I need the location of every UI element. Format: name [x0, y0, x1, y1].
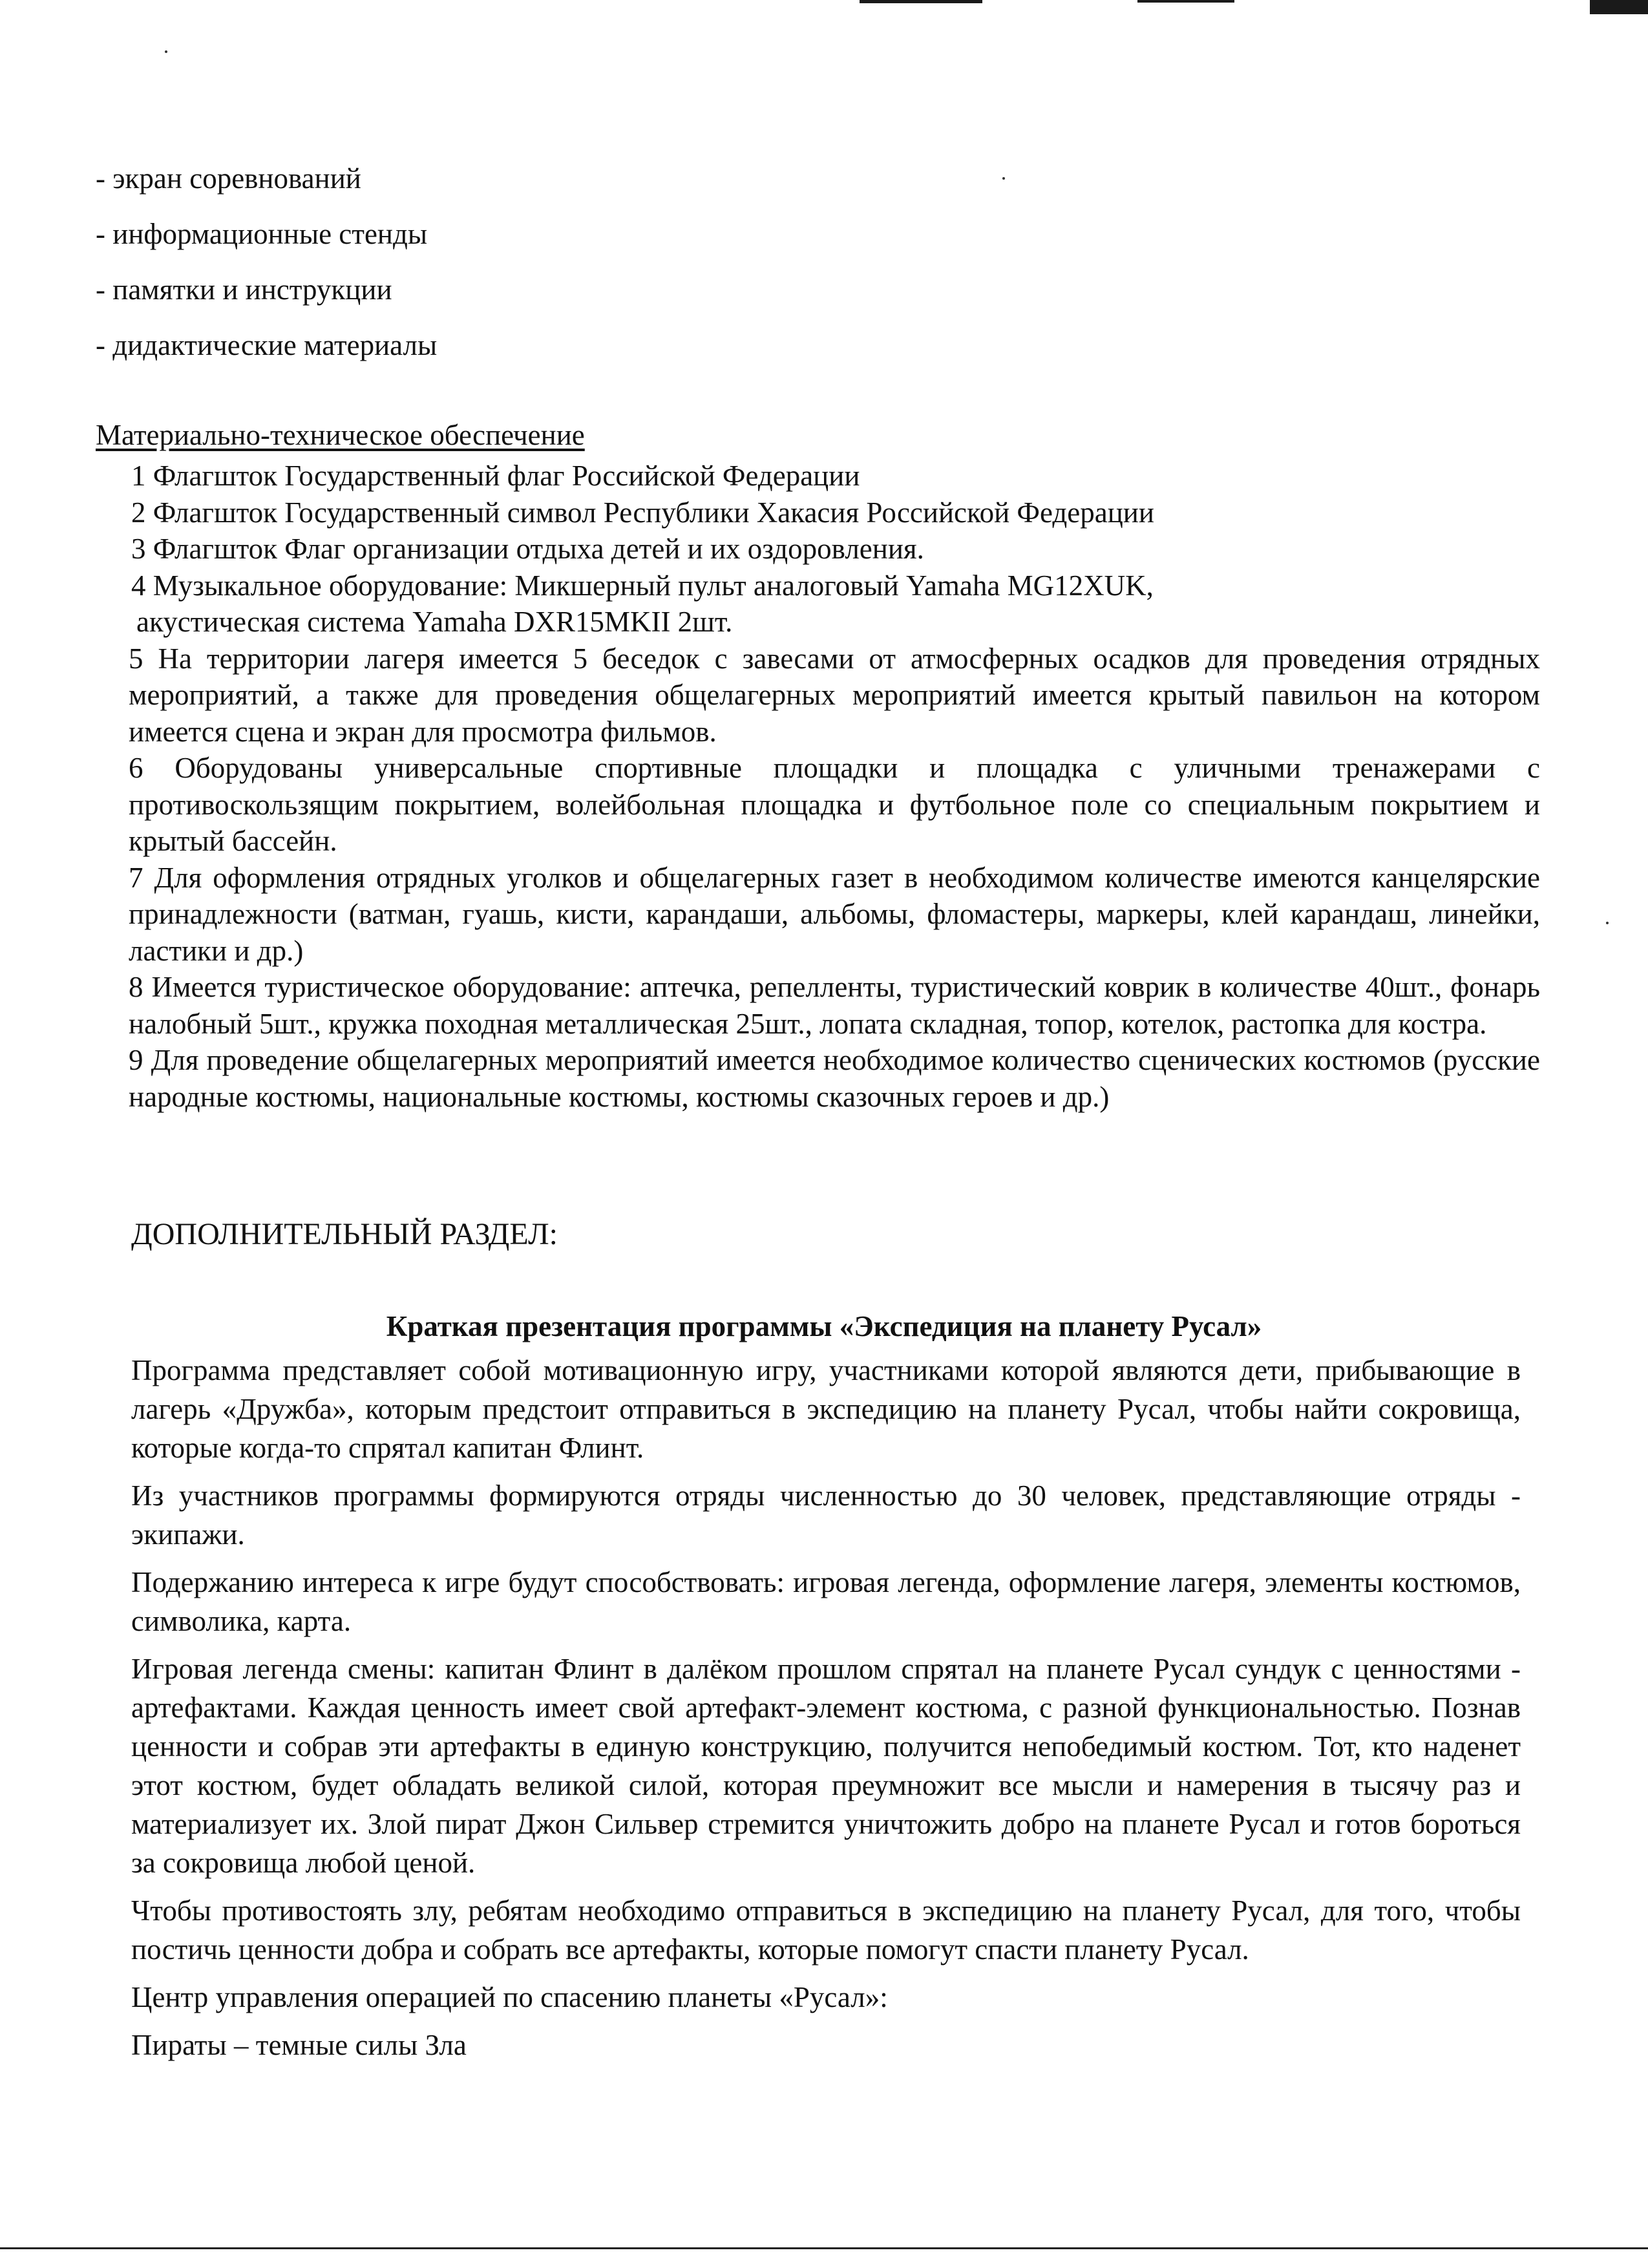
scan-edge-mark-corner [1590, 0, 1648, 14]
dash-list-item: - экран соревнований [96, 162, 361, 195]
scan-bottom-line [0, 2247, 1648, 2249]
scan-speck [1002, 177, 1005, 180]
equipment-item: 1 Флагшток Государственный флаг Российской Федерации [131, 460, 860, 492]
scan-edge-mark-top-right [1137, 0, 1234, 3]
equipment-item: 2 Флагшток Государственный символ Республики Хакасия Российской Федерации [131, 496, 1154, 529]
presentation-paragraph: Пираты – темные силы Зла [131, 2029, 467, 2061]
equipment-item: 4 Музыкальное оборудование: Микшерный пульт аналоговый Yamaha MG12XUK, [131, 569, 1154, 602]
scan-speck [165, 50, 167, 53]
presentation-paragraph: Чтобы противостоять злу, ребятам необходимо отправиться в экспедицию на планету Русал, для того, чтобы постичь ценности добра и собрать все артефакты, которые помогут спасти планету Русал. [131, 1894, 1521, 1966]
equipment-item: 7 Для оформления отрядных уголков и общелагерных газет в необходимом количестве имеются канцелярские принадлежности (ватман, гуашь, кисти, карандаши, альбомы, фломастеры, маркеры, клей карандаш, линейки, ластики и др.) [129, 861, 1540, 967]
presentation-title: Краткая презентация программы «Экспедиция на планету Русал» [386, 1310, 1262, 1342]
equipment-item-continuation: акустическая система Yamaha DXR15MKII 2шт. [136, 606, 733, 638]
scan-edge-mark-top [860, 0, 982, 3]
presentation-paragraph: Игровая легенда смены: капитан Флинт в далёком прошлом спрятал на планете Русал сундук с ценностями - артефактами. Каждая ценность имеет свой артефакт-элемент костюма, с разной функциональностью. Познав ценности и собрав эти артефакты в единую конструкцию, получится непобедимый костюм. Тот, кто наденет этот костюм, будет обладать великой силой, которая преумножит все мысли и намерения в тысячу раз и материализует их. Злой пират Джон Сильвер стремится уничтожить добро на планете Русал и готов бороться за сокровища любой ценой. [131, 1653, 1521, 1879]
presentation-paragraph: Подержанию интереса к игре будут способствовать: игровая легенда, оформление лагеря, элементы костюмов, символика, карта. [131, 1566, 1521, 1637]
additional-section-heading: ДОПОЛНИТЕЛЬНЫЙ РАЗДЕЛ: [131, 1217, 558, 1251]
presentation-paragraph: Центр управления операцией по спасению планеты «Русал»: [131, 1981, 888, 2013]
equipment-list [131, 458, 1540, 1115]
presentation-paragraph: Из участников программы формируются отряды численностью до 30 человек, представляющие отряды - экипажи. [131, 1479, 1521, 1551]
dash-list-item: - дидактические материалы [96, 329, 438, 361]
scan-speck [1606, 922, 1609, 924]
presentation-body [131, 1351, 1521, 2073]
equipment-item: 5 На территории лагеря имеется 5 беседок с завесами от атмосферных осадков для проведения отрядных мероприятий, а также для проведения общелагерных мероприятий имеется крытый павильон на котором имеется сцена и экран для просмотра фильмов. [129, 642, 1540, 748]
equipment-item: 3 Флагшток Флаг организации отдыха детей и их оздоровления. [131, 533, 924, 565]
equipment-heading: Материально-техническое обеспечение [96, 419, 585, 451]
presentation-paragraph: Программа представляет собой мотивационную игру, участниками которой являются дети, прибывающие в лагерь «Дружба», которым предстоит отправиться в экспедицию на планету Русал, чтобы найти сокровища, которые когда-то спрятал капитан Флинт. [131, 1354, 1521, 1464]
dash-list-item: - информационные стенды [96, 218, 428, 250]
equipment-item: 6 Оборудованы универсальные спортивные площадки и площадка с уличными тренажерами с противоскользящим покрытием, волейбольная площадка и футбольное поле со специальным покрытием и крытый бассейн. [129, 752, 1540, 857]
dash-list-item: - памятки и инструкции [96, 273, 392, 306]
equipment-item: 9 Для проведение общелагерных мероприятий имеется необходимое количество сценических костюмов (русские народные костюмы, национальные костюмы, костюмы сказочных героев и др.) [129, 1044, 1540, 1113]
equipment-item: 8 Имеется туристическое оборудование: аптечка, репелленты, туристический коврик в количестве 40шт., фонарь налобный 5шт., кружка походная металлическая 25шт., лопата складная, топор, котелок, растопка для костра. [129, 971, 1540, 1040]
